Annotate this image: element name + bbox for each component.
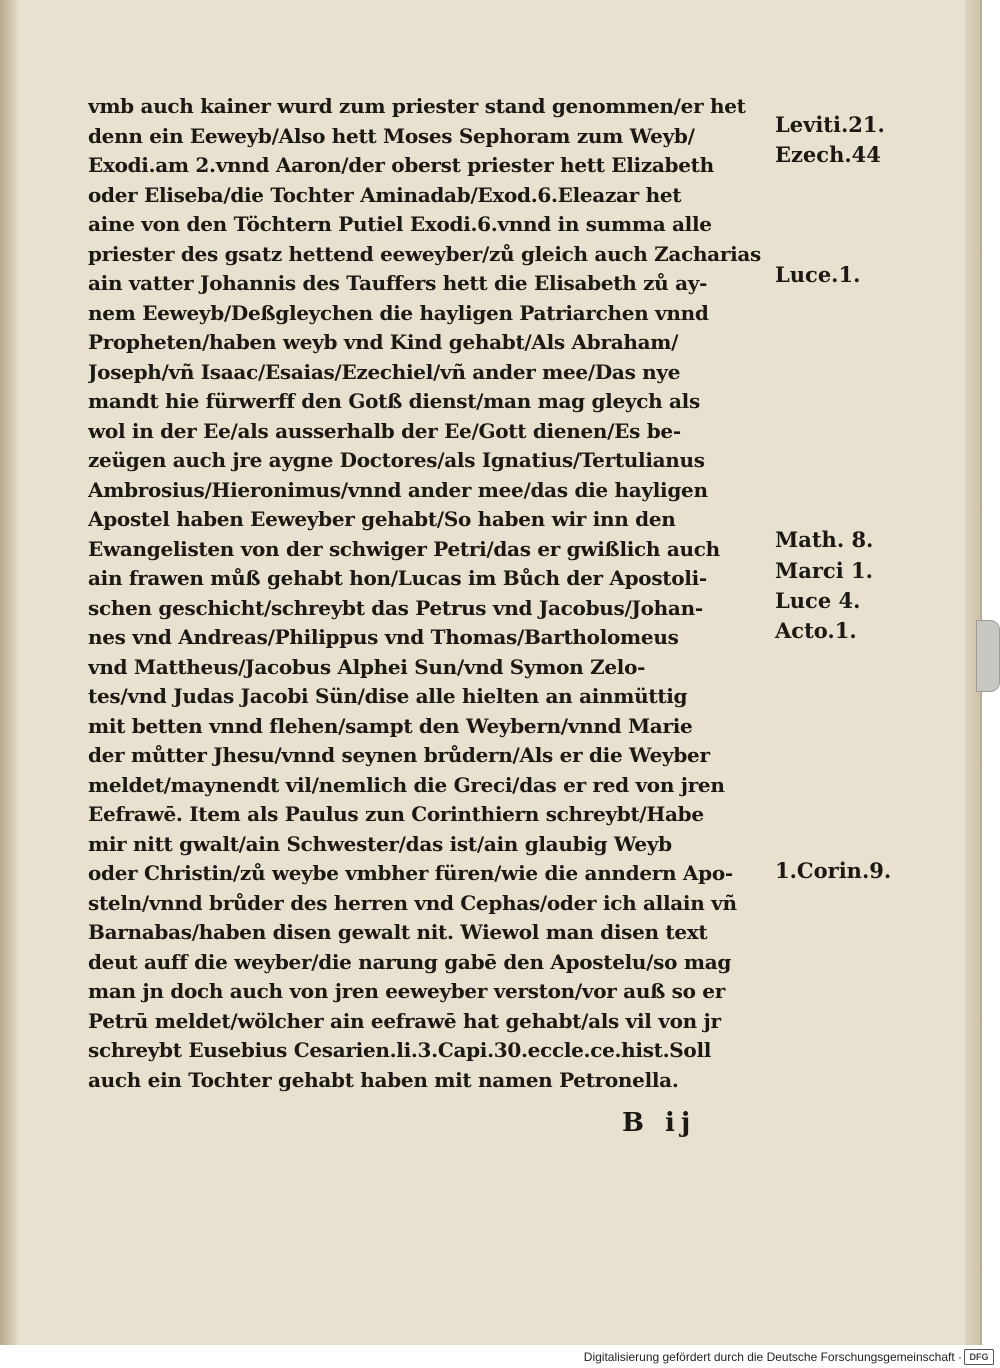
text-line: Ewangelisten von der schwiger Petri/das er gwißlich auch: [88, 536, 720, 561]
text-line: priester des gsatz hettend eeweyber/zů gleich auch Zacharias: [88, 241, 761, 266]
page-holder-clip: [976, 620, 1000, 692]
text-line: meldet/maynendt vil/nemlich die Greci/das er red von jren: [88, 772, 725, 797]
text-line: mir nitt gwalt/ain Schwester/das ist/ain glaubig Weyb: [88, 831, 672, 856]
margin-note-luce: Luce.1.: [775, 262, 861, 287]
signature-mark: B ij: [622, 1108, 697, 1138]
text-line: Propheten/haben weyb vnd Kind gehabt/Als Abraham/: [88, 330, 679, 354]
text-line: zeügen auch jre aygne Doctores/als Ignatius/Tertulianus: [88, 448, 705, 472]
margin-note-luce-4: Luce 4.: [775, 588, 861, 613]
footer-bar: [0, 1346, 1000, 1368]
text-line: vnd Mattheus/Jacobus Alphei Sun/vnd Symon Zelo-: [88, 654, 646, 679]
margin-note-corin: 1.Corin.9.: [775, 858, 892, 883]
dfg-logo: DFG: [964, 1349, 994, 1365]
text-line: Eefrawē. Item als Paulus zun Corinthiern schreybt/Habe: [88, 802, 704, 826]
page-gutter-shadow: [0, 0, 18, 1345]
text-line: nes vnd Andreas/Philippus vnd Thomas/Bartholomeus: [88, 625, 679, 649]
text-line: denn ein Eeweyb/Also hett Moses Sephoram zum Weyb/: [88, 123, 695, 148]
footer-credit: Digitalisierung gefördert durch die Deutsche Forschungsgemeinschaft ·: [583, 1350, 962, 1364]
text-line: man jn doch auch von jren eeweyber verston/vor auß so er: [88, 979, 725, 1003]
text-line: schen geschicht/schreybt das Petrus vnd Jacobus/Johan-: [88, 595, 703, 620]
text-line: Exodi.am 2.vnnd Aaron/der oberst priester hett Elizabeth: [88, 153, 714, 177]
text-line: schreybt Eusebius Cesarien.li.3.Capi.30.eccle.ce.hist.Soll: [88, 1038, 712, 1062]
text-line: mit betten vnnd flehen/sampt den Weybern/vnnd Marie: [88, 713, 693, 738]
text-line: wol in der Ee/als ausserhalb der Ee/Gott dienen/Es be-: [88, 418, 681, 443]
text-line: nem Eeweyb/Deßgleychen die hayligen Patriarchen vnnd: [88, 300, 709, 325]
text-line: oder Eliseba/die Tochter Aminadab/Exod.6.Eleazar het: [88, 182, 682, 207]
text-line: der můtter Jhesu/vnnd seynen brůdern/Als er die Weyber: [88, 743, 710, 767]
text-line: Joseph/vñ Isaac/Esaias/Ezechiel/vñ ander mee/Das nye: [88, 359, 681, 384]
margin-note-math: Math. 8.: [775, 527, 874, 552]
text-line: Apostel haben Eeweyber gehabt/So haben wir inn den: [88, 507, 676, 531]
margin-note-marci: Marci 1.: [775, 558, 873, 583]
text-line: Petrū meldet/wölcher ain eefrawē hat gehabt/als vil von jr: [88, 1008, 721, 1033]
text-line: auch ein Tochter gehabt haben mit namen Petronella.: [88, 1067, 679, 1092]
margin-note-ezech: Ezech.44: [775, 142, 881, 167]
text-line: Barnabas/haben disen gewalt nit. Wiewol man disen text: [88, 920, 708, 944]
margin-note-acto: Acto.1.: [775, 618, 857, 643]
text-line: ain vatter Johannis des Tauffers hett die Elisabeth zů ay-: [88, 271, 708, 295]
text-line: vmb auch kainer wurd zum priester stand genommen/er het: [88, 94, 746, 118]
text-line: ain frawen můß gehabt hon/Lucas im Bůch der Apostoli-: [88, 566, 707, 590]
margin-note-leviti: Leviti.21.: [775, 112, 885, 137]
body-text: [88, 92, 768, 1095]
text-line: tes/vnd Judas Jacobi Sün/dise alle hielten an ainmüttig: [88, 684, 688, 708]
text-line: deut auff die weyber/die narung gabē den Apostelu/so mag: [88, 949, 732, 974]
text-line: aine von den Töchtern Putiel Exodi.6.vnnd in summa alle: [88, 212, 712, 236]
text-line: Ambrosius/Hieronimus/vnnd ander mee/das die hayligen: [88, 477, 708, 502]
text-line: oder Christin/zů weybe vmbher füren/wie die anndern Apo-: [88, 861, 733, 885]
text-line: mandt hie fürwerff den Gotß dienst/man mag gleych als: [88, 389, 700, 413]
text-line: steln/vnnd brůder des herren vnd Cephas/oder ich allain vñ: [88, 890, 737, 915]
